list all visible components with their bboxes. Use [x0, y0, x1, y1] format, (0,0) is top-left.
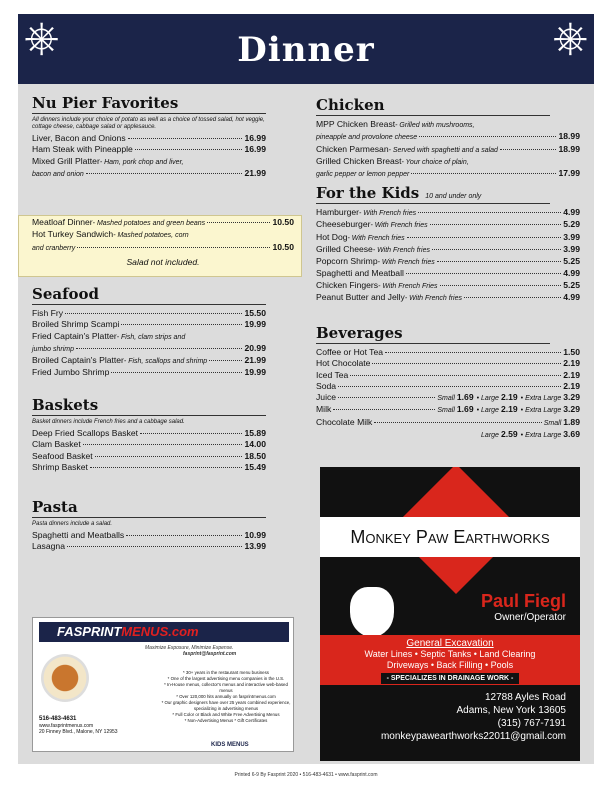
item-price: 3.99 — [563, 243, 580, 254]
item-description: bacon and onion — [32, 170, 84, 178]
item-description: - Grilled with mushrooms, — [395, 122, 475, 129]
item-name: Hamburger — [316, 207, 359, 217]
pasta-section — [32, 498, 266, 553]
menu-list — [316, 119, 580, 180]
item-name: Fried Jumbo Shrimp — [32, 367, 110, 378]
chicken-section — [316, 96, 580, 180]
special-note: Salad not included. — [126, 256, 200, 267]
menu-item-milk: Milk Small 1.69 • Large 2.19 • Extra Large 3.29 — [316, 404, 580, 415]
fasprint-bullets: * 30+ years in the restaurant menu business * One of the largest advertising menu companies in the U.S. * In-House menus, collector's menus and interactive web-based menus * Over 120,000 hits annually on fasprintmenus.com * Our graphic designers have over 25 years combined experience, specializing in advertising menus * Full Color or Black and White Free Advertising Menus * Non-Advertising Menus * Gift Certificates — [161, 670, 291, 723]
item-price: 15.50 — [244, 308, 266, 318]
item-price: 2.19 — [563, 369, 580, 380]
menu-item — [32, 355, 266, 367]
item-name: Shrimp Basket — [32, 461, 88, 472]
item-name: Hot Turkey Sandwich — [32, 229, 114, 240]
item-name: Grilled Chicken Breast — [316, 155, 402, 166]
menu-item — [316, 292, 580, 304]
special-column — [32, 217, 294, 268]
item-price: 2.19 — [563, 380, 580, 391]
item-description: - Mashed potatoes and green beans — [92, 220, 206, 227]
kids-section — [316, 184, 580, 304]
menu-item — [32, 428, 266, 439]
menu-item — [316, 268, 580, 279]
item-description: - Mashed potatoes, corn — [113, 232, 189, 240]
paw-icon — [350, 587, 394, 637]
item-description: - With French fries — [372, 246, 430, 254]
item-price: 19.99 — [244, 367, 266, 378]
item-price: 4.99 — [563, 207, 580, 217]
menu-list — [316, 207, 580, 304]
item-name: Chicken Parmesan — [316, 143, 389, 154]
section-title-pasta: Pasta — [32, 498, 266, 518]
menu-item-chocolate-milk-sizes: Large 2.59 • Extra Large 3.69 — [481, 429, 580, 440]
item-name: Iced Tea — [316, 369, 349, 380]
item-price: 5.29 — [563, 219, 580, 230]
item-description: - Ham, pork chop and liver, — [99, 158, 184, 166]
section-note: Pasta dinners include a salad. — [32, 521, 113, 527]
menu-item — [32, 229, 294, 241]
menu-item — [32, 242, 294, 254]
fasprint-contact: 516-483-4631 www.fasprintmenus.com 20 Finney Blvd., Malone, NY 12953 — [39, 716, 118, 735]
section-title-nu-pier: Nu Pier Favorites — [32, 94, 266, 114]
footer: Printed 6-9 By Fasprint 2020 • 516-483-4631 • www.fasprint.com — [234, 772, 378, 778]
item-price: 21.99 — [244, 355, 266, 366]
item-name: Soda — [316, 380, 337, 391]
item-price: 19.99 — [244, 319, 266, 330]
item-price: 4.99 — [563, 292, 580, 303]
item-name: Grilled Cheese — [316, 243, 373, 254]
fasprint-logo: FASPRINTMENUS.com — [39, 622, 289, 642]
menu-item — [316, 280, 580, 292]
section-title-kids: For the Kids 10 and under only — [316, 184, 550, 204]
item-name: Ham Steak with Pineapple — [32, 144, 133, 155]
item-price: 5.25 — [563, 279, 580, 290]
section-title-beverages: Beverages — [316, 324, 550, 344]
menu-item — [32, 319, 266, 330]
menu-item — [316, 119, 580, 131]
owner-name: Paul Fiegl — [480, 591, 566, 611]
menu-item — [32, 343, 266, 355]
item-price: 10.99 — [244, 530, 266, 540]
menu-item — [32, 451, 266, 462]
item-name: Chicken Fingers — [316, 279, 379, 290]
item-name: Hot Dog — [316, 231, 348, 242]
brand-name: Monkey Paw Earthworks — [320, 517, 580, 557]
services-bar: General Excavation Water Lines • Septic Tanks • Land Clearing Driveways • Back Filling • Pools - SPECIALIZES IN DRAINAGE WORK - — [320, 635, 580, 685]
menu-list — [32, 428, 266, 473]
item-description: - Fish, scallops and shrimp — [123, 358, 208, 366]
item-description: - With French Fries — [378, 282, 438, 290]
item-name: Deep Fried Scallops Basket — [32, 428, 139, 438]
menu-item — [32, 462, 266, 473]
item-price: 18.50 — [244, 450, 266, 461]
item-price: 13.99 — [244, 541, 266, 552]
item-price: 1.50 — [563, 347, 580, 357]
item-price: 5.25 — [563, 256, 580, 267]
kids-menus-label: KIDS MENUS — [211, 742, 249, 748]
owner-role: Owner/Operator — [494, 612, 566, 623]
owner-block — [481, 591, 566, 623]
section-title-seafood: Seafood — [32, 285, 266, 305]
menu-list — [32, 133, 266, 180]
fasprint-tagline: Maximize Exposure, Minimize Expense. — [145, 645, 234, 651]
item-price: 18.99 — [558, 131, 580, 142]
left-column — [32, 94, 266, 180]
item-description: - With French fries — [377, 259, 435, 267]
item-description: and cranberry — [32, 244, 76, 252]
item-price: 15.89 — [244, 428, 266, 438]
menu-list — [316, 347, 580, 392]
item-name: MPP Chicken Breast — [316, 119, 396, 129]
item-description: - With French fries — [370, 222, 428, 230]
item-price: 3.99 — [563, 231, 580, 242]
fasprint-web: fasprint@fasprint.com — [183, 651, 237, 657]
item-price: 16.99 — [244, 133, 266, 143]
menu-item — [32, 133, 266, 144]
header-banner — [18, 14, 594, 84]
menu-item — [32, 439, 266, 450]
item-description: pineapple and provolone cheese — [316, 134, 418, 142]
item-name: Seafood Basket — [32, 450, 93, 461]
item-name: Fish Fry — [32, 308, 64, 318]
item-price: 14.00 — [244, 439, 266, 450]
item-name: Hot Chocolate — [316, 358, 371, 369]
menu-item — [32, 331, 266, 343]
beverages-section — [316, 324, 580, 441]
contact-block: 12788 Ayles Road Adams, New York 13605 (315) 767-7191 monkeypawearthworks22011@gmail.com — [380, 692, 566, 742]
item-name: Lasagna — [32, 541, 65, 552]
menu-item — [32, 217, 294, 229]
item-description: - Served with spaghetti and a salad — [388, 146, 498, 154]
ship-wheel-icon: ⎈ — [552, 13, 588, 62]
menu-item — [316, 244, 580, 256]
menu-item — [32, 144, 266, 155]
item-price: 17.99 — [558, 168, 580, 179]
menu-item — [316, 156, 580, 168]
menu-item — [32, 530, 266, 541]
item-name: Coffee or Hot Tea — [316, 347, 384, 357]
menu-list — [32, 217, 294, 254]
item-name: Meatloaf Dinner — [32, 217, 93, 227]
page-title: Dinner — [237, 30, 375, 70]
menu-item — [32, 308, 266, 319]
item-description: - With French fries — [359, 210, 417, 217]
item-name: Fried Captain's Platter — [32, 330, 117, 341]
seafood-section — [32, 285, 266, 379]
item-description: - Fish, clam strips and — [116, 333, 186, 341]
menu-item — [316, 168, 580, 180]
section-title-baskets: Baskets — [32, 396, 266, 416]
menu-list — [32, 308, 266, 379]
item-description: garlic pepper or lemon pepper — [316, 171, 410, 179]
item-description: - With French fries — [404, 295, 462, 303]
section-note: Basket dinners include French fries and a cabbage salad. — [32, 419, 185, 425]
item-price: 4.99 — [563, 268, 580, 279]
section-title-chicken: Chicken — [316, 96, 550, 116]
item-price: 18.99 — [558, 143, 580, 154]
menu-item — [32, 168, 266, 180]
item-name: Mixed Grill Platter — [32, 155, 100, 166]
menu-item — [316, 219, 580, 231]
item-name: Cheeseburger — [316, 219, 371, 230]
menu-item — [316, 131, 580, 143]
item-price: 2.19 — [563, 358, 580, 369]
item-name: Broiled Shrimp Scampi — [32, 319, 120, 330]
item-description: jumbo shrimp — [32, 345, 75, 353]
menu-item — [316, 347, 580, 358]
item-description: - Your choice of plain, — [401, 158, 469, 166]
item-description: - With French fries — [347, 234, 405, 242]
menu-item — [32, 541, 266, 552]
menu-item — [316, 207, 580, 219]
item-name: Peanut Butter and Jelly — [316, 292, 405, 303]
item-name: Broiled Captain's Platter — [32, 355, 124, 366]
item-name: Popcorn Shrimp — [316, 256, 378, 267]
item-price: 15.49 — [244, 461, 266, 472]
ship-wheel-icon: ⎈ — [24, 13, 60, 62]
menu-item-juice: Juice Small 1.69 • Large 2.19 • Extra Large 3.29 — [316, 392, 580, 403]
menu-item — [316, 232, 580, 244]
item-price: 20.99 — [244, 342, 266, 353]
item-name: Clam Basket — [32, 439, 81, 450]
section-note: All dinners include your choice of potato as well as a choice of tossed salad, hot veggie, cottage cheese, cabbage salad or applesauce. — [32, 117, 265, 130]
item-price: 16.99 — [244, 144, 266, 155]
menu-item-chocolate-milk: Chocolate Milk Small 1.89 — [316, 416, 580, 427]
menu-item — [316, 381, 580, 392]
item-name: Spaghetti and Meatball — [316, 268, 404, 279]
item-name: Liver, Bacon and Onions — [32, 133, 126, 143]
item-price: 10.50 — [272, 217, 294, 227]
item-price: 10.50 — [272, 241, 294, 252]
monkey-paw-ad — [320, 467, 580, 761]
menu-item — [316, 144, 580, 156]
menu-item — [32, 367, 266, 378]
food-plate-image — [41, 654, 89, 702]
menu-item — [32, 156, 266, 168]
item-price: 21.99 — [244, 167, 266, 178]
menu-item — [316, 358, 580, 369]
item-name: Spaghetti and Meatballs — [32, 530, 125, 540]
menu-item — [316, 256, 580, 268]
menu-list — [32, 530, 266, 553]
fasprint-ad — [32, 617, 294, 752]
baskets-section — [32, 396, 266, 473]
menu-item — [316, 370, 580, 381]
